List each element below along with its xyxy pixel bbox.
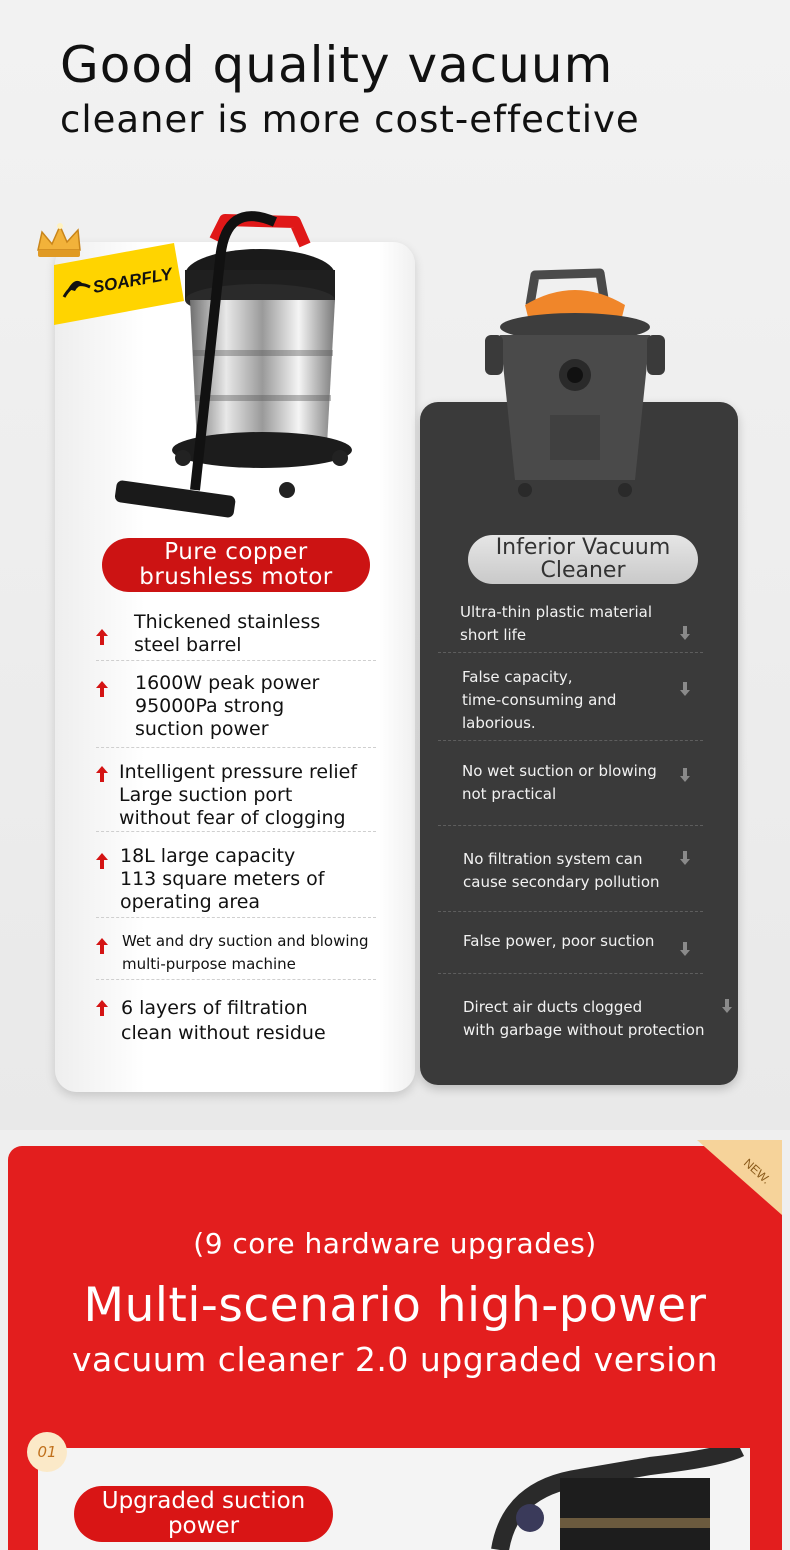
pill-line-1: Pure copper	[164, 539, 308, 565]
good-feature-row	[96, 980, 376, 1050]
feature-text: Direct air ducts clogged	[463, 998, 643, 1016]
feature-text: Thickened stainless	[134, 611, 321, 633]
arrow-up-icon	[96, 1000, 108, 1016]
feature-text: 6 layers of filtration	[121, 997, 308, 1019]
feature-text: multi-purpose machine	[122, 955, 296, 973]
arrow-down-icon	[680, 851, 690, 865]
feature-text: laborious.	[462, 714, 536, 732]
feature-text: Ultra-thin plastic material	[460, 603, 652, 621]
feature-text: False capacity,	[462, 668, 573, 686]
arrow-up-icon	[96, 938, 108, 954]
feature-text: time-consuming and	[462, 691, 617, 709]
good-feature-row	[96, 748, 376, 832]
bad-feature-row	[438, 912, 703, 974]
feature-text: No wet suction or blowing	[462, 762, 657, 780]
feature-text: steel barrel	[134, 634, 242, 656]
headline-line2: cleaner is more cost-effective	[60, 98, 640, 141]
feature-text: not practical	[462, 785, 557, 803]
upgrade-title: Multi-scenario high-power	[83, 1278, 707, 1333]
svg-text:SOARFLY: SOARFLY	[91, 264, 174, 297]
bad-feature-row	[438, 826, 703, 912]
arrow-down-icon	[680, 768, 690, 782]
feature-text: without fear of clogging	[119, 807, 346, 829]
feature-text: Wet and dry suction and blowing	[122, 932, 369, 950]
feature-text: 18L large capacity	[120, 845, 296, 867]
feature-text: suction power	[135, 718, 269, 740]
arrow-up-icon	[96, 853, 108, 869]
inferior-pill	[468, 535, 698, 584]
good-feature-row	[96, 661, 376, 748]
feature-text: cause secondary pollution	[463, 873, 660, 891]
arrow-down-icon	[680, 682, 690, 696]
step-number-badge: 01	[27, 1432, 67, 1472]
feature-text: Intelligent pressure relief	[119, 761, 358, 783]
arrow-down-icon	[722, 999, 732, 1013]
arrow-down-icon	[680, 942, 690, 956]
feature-text: 113 square meters of	[120, 868, 325, 890]
person-with-hose-image	[470, 1448, 750, 1550]
arrow-up-icon	[96, 681, 108, 697]
headline-line1: Good quality vacuum	[60, 36, 614, 94]
good-feature-pill	[102, 538, 370, 592]
good-feature-row	[96, 832, 376, 918]
upgrade-subheading: (9 core hardware upgrades)	[193, 1227, 597, 1260]
bad-feature-row	[438, 653, 703, 741]
good-feature-row	[96, 603, 376, 661]
feature-text: No filtration system can	[463, 850, 643, 868]
bad-feature-row	[438, 741, 703, 826]
arrow-down-icon	[680, 626, 690, 640]
feature-text: False power, poor suction	[463, 932, 655, 950]
arrow-up-icon	[96, 766, 108, 782]
stainless-vacuum-image	[105, 200, 375, 530]
feature-text: operating area	[120, 891, 261, 913]
feature-text: Large suction port	[119, 784, 293, 806]
pill-line-1: Upgraded suction	[101, 1488, 306, 1514]
pill-line-2: power	[167, 1513, 240, 1539]
arrow-up-icon	[96, 629, 108, 645]
bad-feature-row	[438, 974, 703, 1050]
pill-line-2: brushless motor	[139, 564, 333, 590]
feature-text: 95000Pa strong	[135, 695, 285, 717]
upgrade-title-line2: vacuum cleaner 2.0 upgraded version	[71, 1340, 719, 1379]
feature-text: short life	[460, 626, 527, 644]
feature-text: clean without residue	[121, 1022, 326, 1044]
plastic-vacuum-image	[480, 265, 670, 505]
bad-feature-row	[438, 595, 703, 653]
svg-text:NEW.: NEW.	[740, 1155, 774, 1187]
feature-pill-suction	[74, 1486, 333, 1542]
pill-line-2: Cleaner	[540, 558, 626, 583]
pill-line-1: Inferior Vacuum	[495, 535, 671, 560]
new-corner-badge	[697, 1140, 782, 1215]
feature-text: 1600W peak power	[135, 672, 320, 694]
feature-text: with garbage without protection	[463, 1021, 705, 1039]
good-feature-row	[96, 918, 376, 980]
